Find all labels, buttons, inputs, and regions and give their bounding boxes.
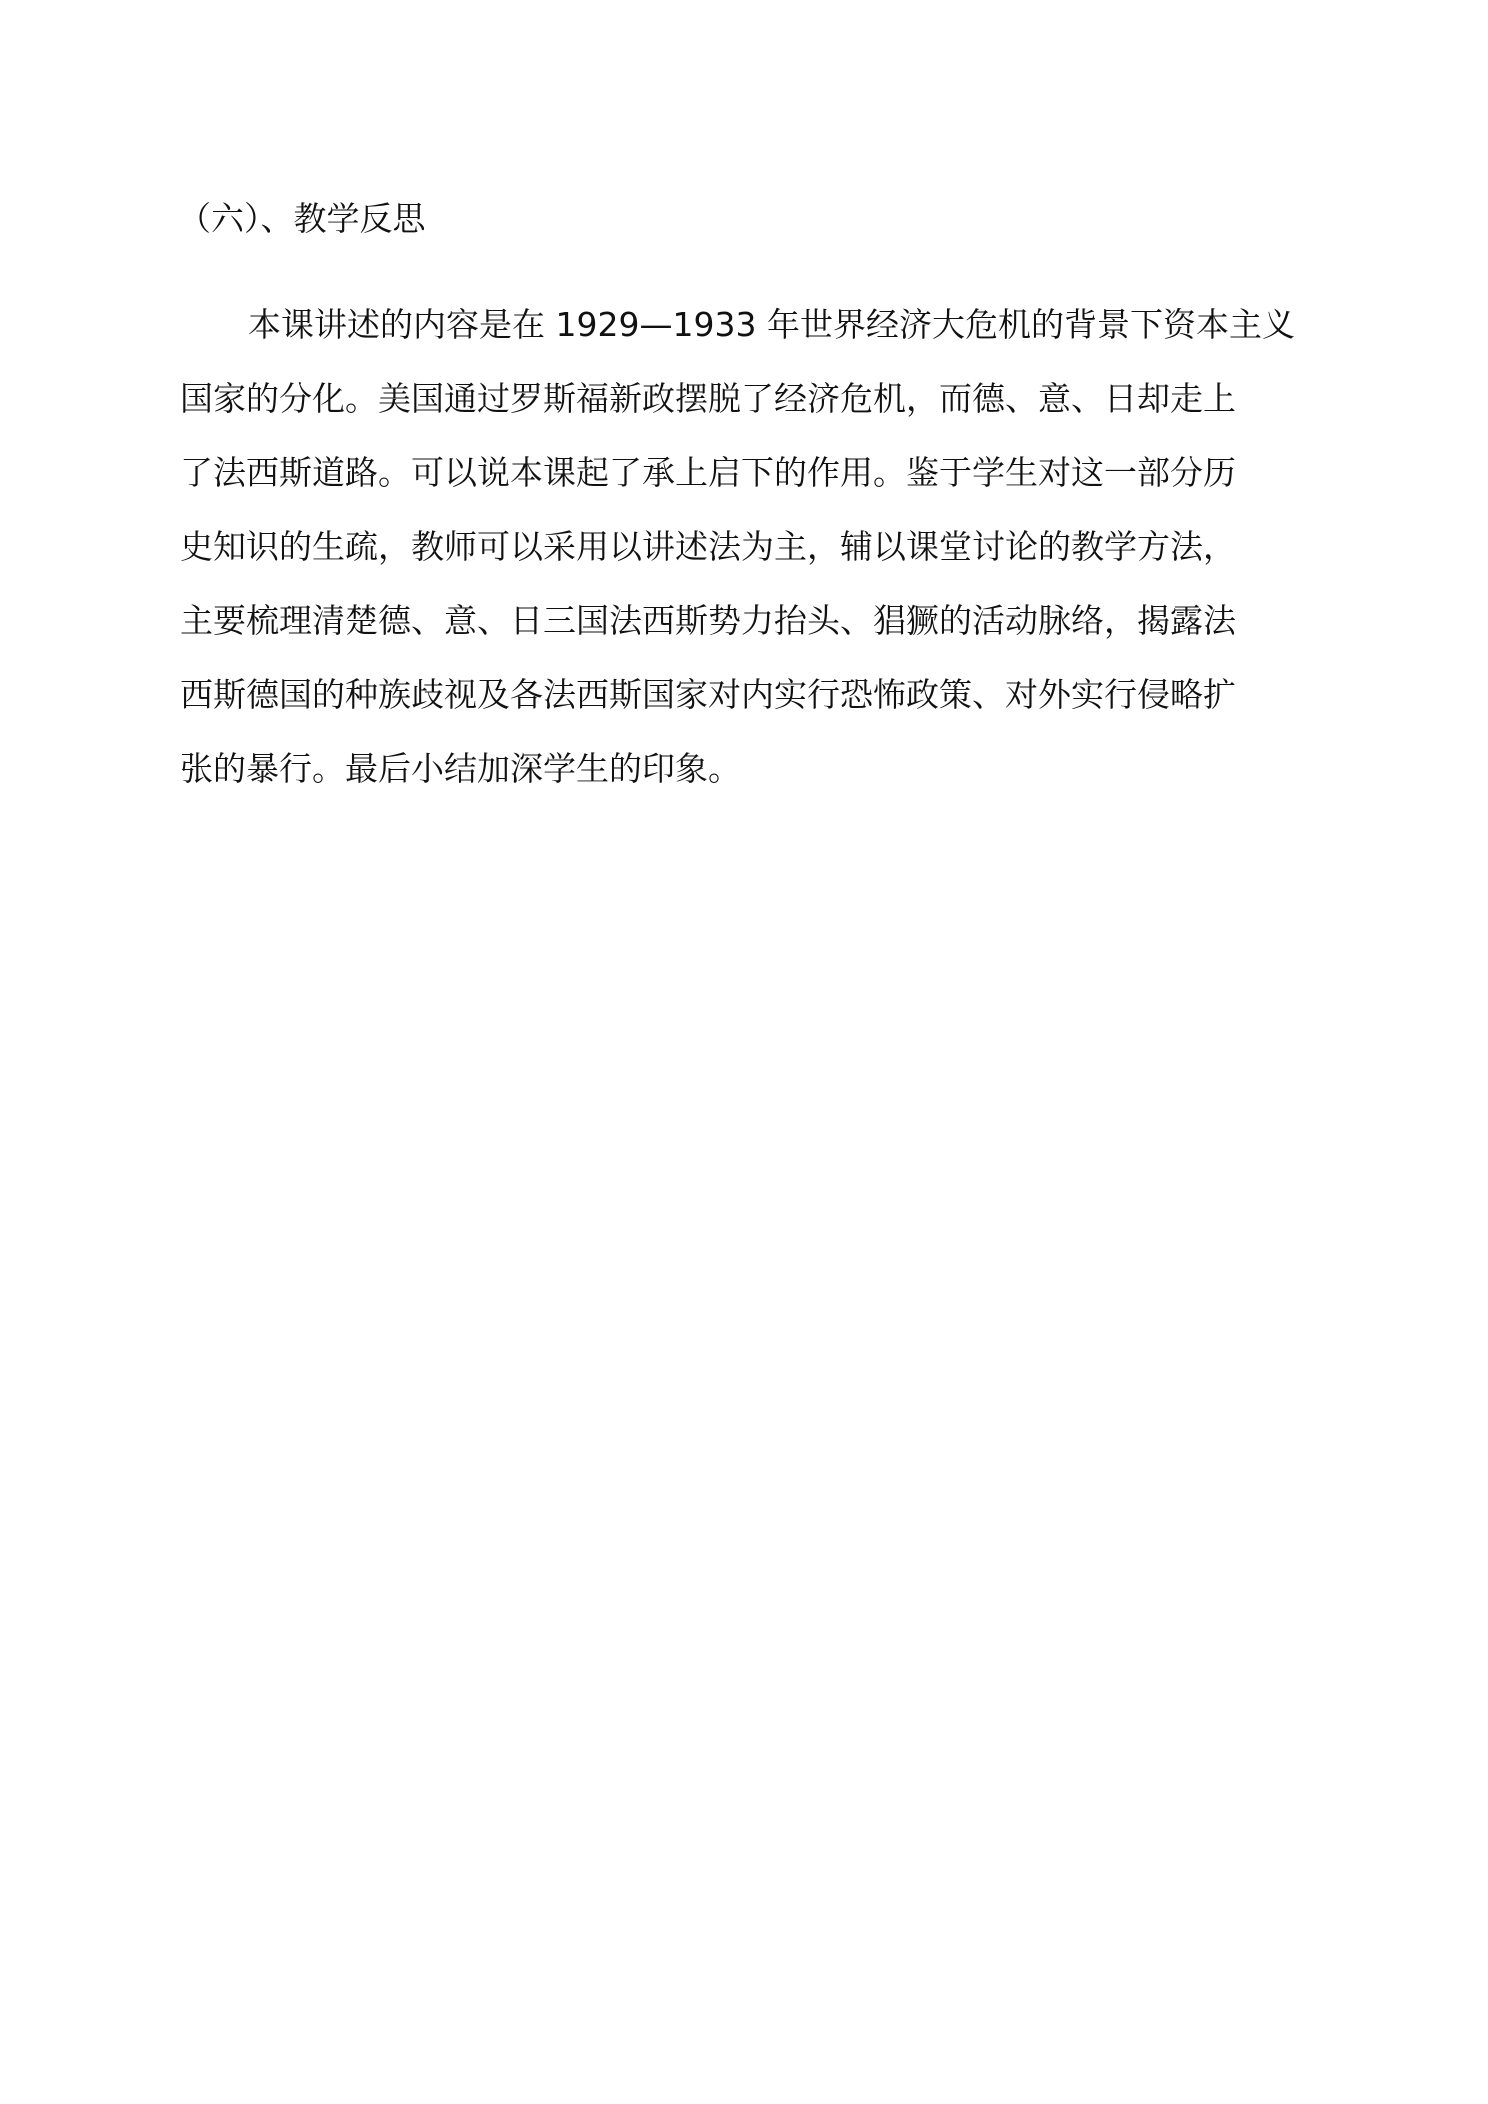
paragraph-line: 史知识的生疏，教师可以采用以讲述法为主，辅以课堂讨论的教学方法，: [180, 527, 1236, 566]
paragraph-line: 张的暴行。最后小结加深学生的印象。: [180, 749, 741, 788]
paragraph-line: 西斯德国的种族歧视及各法西斯国家对内实行恐怖政策、对外实行侵略扩: [180, 675, 1236, 714]
paragraph-line: 了法西斯道路。可以说本课起了承上启下的作用。鉴于学生对这一部分历: [180, 453, 1236, 492]
paragraph-line: 国家的分化。美国通过罗斯福新政摆脱了经济危机，而德、意、日却走上: [180, 379, 1236, 418]
section-heading: （六）、教学反思: [178, 199, 426, 238]
paragraph-line: 主要梳理清楚德、意、日三国法西斯势力抬头、猖獗的活动脉络，揭露法: [180, 601, 1236, 640]
paragraph-line: 本课讲述的内容是在 1929—1933 年世界经济大危机的背景下资本主义: [248, 305, 1295, 344]
reflection-paragraph: [180, 302, 1330, 820]
